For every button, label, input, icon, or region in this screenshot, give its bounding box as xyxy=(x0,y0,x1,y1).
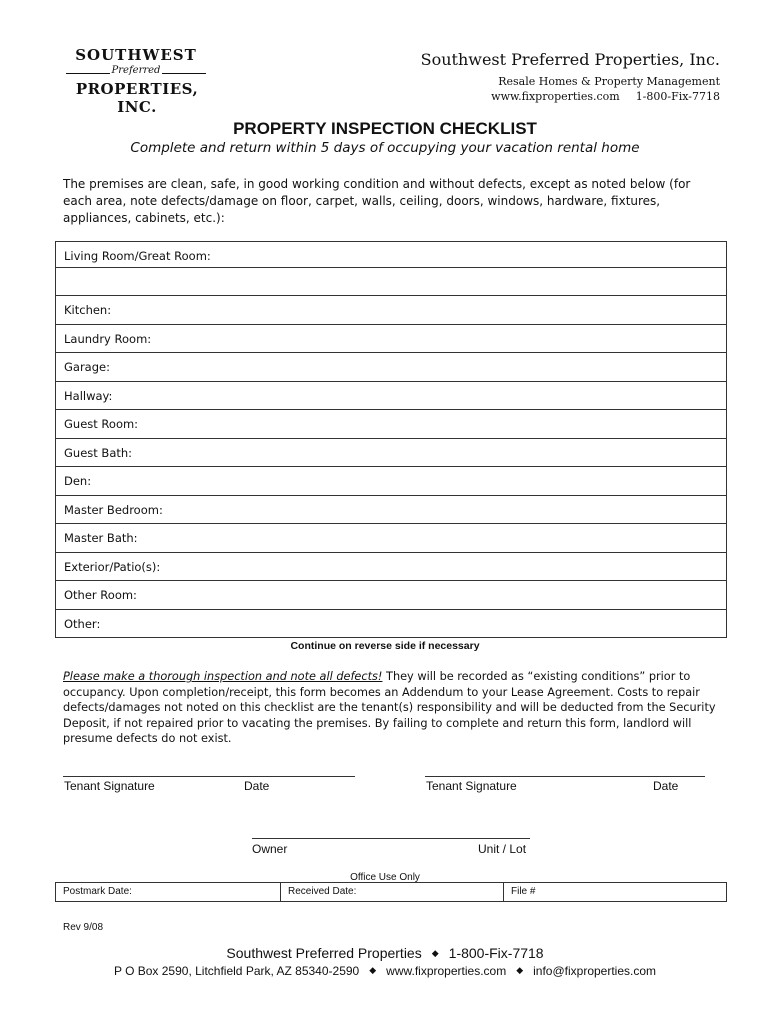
company-phone: 1-800-Fix-7718 xyxy=(635,90,720,103)
room-row-master-bath[interactable]: Master Bath: xyxy=(55,524,727,553)
company-info xyxy=(421,50,720,103)
room-row-other-room[interactable]: Other Room: xyxy=(55,581,727,610)
logo-middle-band xyxy=(62,66,210,80)
continue-note: Continue on reverse side if necessary xyxy=(290,640,480,652)
tenant-signature-label-1: Tenant Signature xyxy=(64,779,155,793)
logo-rule-right xyxy=(162,73,206,74)
room-row-exterior[interactable]: Exterior/Patio(s): xyxy=(55,553,727,582)
office-use-heading: Office Use Only xyxy=(350,872,420,883)
logo-bottom-text: PROPERTIES, INC. xyxy=(75,80,199,116)
room-row-living-extra[interactable] xyxy=(55,268,727,296)
rooms-table xyxy=(55,241,727,638)
footer-email[interactable]: info@fixproperties.com xyxy=(533,964,657,978)
company-tagline: Resale Homes & Property Management xyxy=(498,75,720,88)
diamond-icon: ◆ xyxy=(516,965,524,975)
notice-paragraph xyxy=(63,669,723,747)
room-row-hallway[interactable]: Hallway: xyxy=(55,382,727,411)
diamond-icon: ◆ xyxy=(431,948,439,958)
received-date-cell[interactable]: Received Date: xyxy=(280,883,503,901)
date-label-2: Date xyxy=(653,779,679,793)
company-contact xyxy=(421,90,720,103)
office-use-table xyxy=(55,882,727,902)
footer-website[interactable]: www.fixproperties.com xyxy=(386,964,507,978)
logo-middle-text: Preferred xyxy=(111,65,161,76)
company-logo xyxy=(62,44,212,116)
logo-top-text: SOUTHWEST xyxy=(75,46,197,64)
company-name: Southwest Preferred Properties, Inc. xyxy=(420,50,720,69)
unit-lot-label: Unit / Lot xyxy=(478,842,527,856)
tenant-signature-line-2[interactable] xyxy=(425,776,705,777)
intro-text: The premises are clean, safe, in good working condition and without defects, except as noted below (for each area, note defects/damage on floor, carpet, walls, ceiling, doors, windows, hardware, fixtures, appliances, cabinets, etc.): xyxy=(63,177,691,225)
room-row-laundry[interactable]: Laundry Room: xyxy=(55,325,727,354)
page-subtitle: Complete and return within 5 days of occupying your vacation rental home xyxy=(130,140,640,156)
room-row-living[interactable]: Living Room/Great Room: xyxy=(55,242,727,268)
date-label-1: Date xyxy=(244,779,270,793)
room-row-guest-room[interactable]: Guest Room: xyxy=(55,410,727,439)
postmark-date-cell[interactable]: Postmark Date: xyxy=(63,886,132,897)
room-row-kitchen[interactable]: Kitchen: xyxy=(55,296,727,325)
room-row-guest-bath[interactable]: Guest Bath: xyxy=(55,439,727,468)
company-website: www.fixproperties.com xyxy=(491,90,620,103)
tenant-signature-label-2: Tenant Signature xyxy=(426,779,517,793)
footer-phone: 1-800-Fix-7718 xyxy=(448,945,544,961)
footer-line-1 xyxy=(0,945,770,961)
page-title: PROPERTY INSPECTION CHECKLIST xyxy=(233,119,537,138)
tenant-signature-line-1[interactable] xyxy=(63,776,355,777)
footer-address: P O Box 2590, Litchfield Park, AZ 85340-2590 xyxy=(113,964,360,978)
file-number-cell[interactable]: File # xyxy=(503,883,726,901)
room-row-other[interactable]: Other: xyxy=(55,610,727,639)
revision-label: Rev 9/08 xyxy=(63,922,104,933)
owner-signature-line[interactable] xyxy=(252,838,530,839)
room-row-den[interactable]: Den: xyxy=(55,467,727,496)
diamond-icon: ◆ xyxy=(369,965,377,975)
notice-emphasis: Please make a thorough inspection and note all defects! xyxy=(63,670,383,683)
owner-label: Owner xyxy=(252,842,288,856)
room-row-garage[interactable]: Garage: xyxy=(55,353,727,382)
footer-line-2 xyxy=(0,964,770,978)
footer-company-name: Southwest Preferred Properties xyxy=(226,945,422,961)
room-row-master-bedroom[interactable]: Master Bedroom: xyxy=(55,496,727,525)
notice-body: They will be recorded as “existing conditions” prior to occupancy. Upon completion/receipt, this form becomes an Addendum to your Lease Agreement. Costs to repair defects/damages not noted on this checklist are the tenant(s) responsibility and will be deducted from the Security Deposit, if not repaired prior to vacating the premises. By failing to complete and return this form, landlord will presume defects do not exist. xyxy=(63,670,716,746)
